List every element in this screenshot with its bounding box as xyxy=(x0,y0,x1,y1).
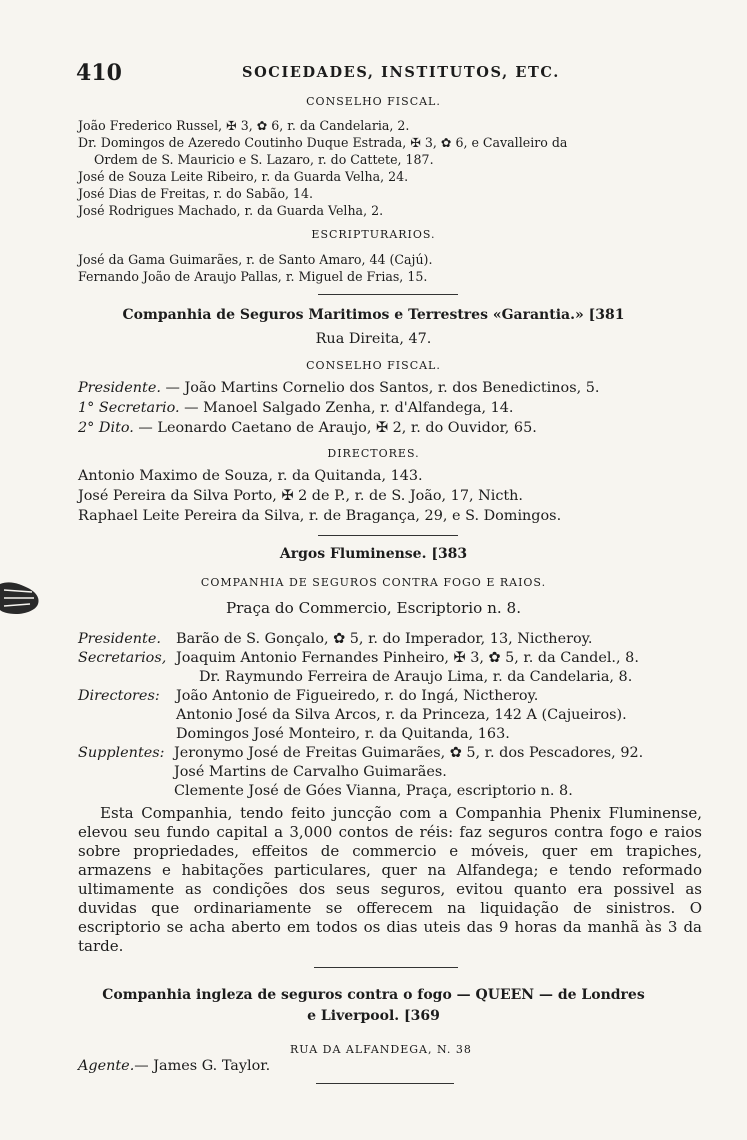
sec1-line-1: João Frederico Russel, ✠ 3, ✿ 6, r. da Candelaria, 2. xyxy=(78,118,410,133)
row-label: Supplentes: xyxy=(78,745,165,761)
sec1-line-5: José Dias de Freitas, r. do Sabão, 14. xyxy=(78,186,314,201)
officer-text: — Manoel Salgado Zenha, r. d'Alfandega, 14. xyxy=(184,400,514,416)
sec1-line-2: Dr. Domingos de Azeredo Coutinho Duque Estrada, ✠ 3, ✿ 6, e Cavalleiro da xyxy=(78,135,568,150)
row-text: Dr. Raymundo Ferreira de Araujo Lima, r. da Candelaria, 8. xyxy=(199,669,633,685)
argos-subtitle: COMPANHIA DE SEGUROS CONTRA FOGO E RAIOS. xyxy=(200,576,547,589)
queen-title-line-2: e Liverpool. [369 xyxy=(307,1008,440,1024)
conselho-fiscal-heading: CONSELHO FISCAL. xyxy=(306,95,441,108)
garantia-director-1: Antonio Maximo de Souza, r. da Quitanda, 143. xyxy=(78,468,423,484)
agent-text: — James G. Taylor. xyxy=(134,1058,271,1074)
divider xyxy=(314,967,458,968)
row-label: Secretarios, xyxy=(78,650,167,666)
garantia-officer-3 xyxy=(78,420,537,436)
queen-agent xyxy=(78,1058,270,1074)
garantia-address: Rua Direita, 47. xyxy=(315,331,432,347)
garantia-conselho-heading: CONSELHO FISCAL. xyxy=(306,359,441,372)
row-text: Antonio José da Silva Arcos, r. da Princeza, 142 A (Cajueiros). xyxy=(176,707,627,723)
garantia-officer-2 xyxy=(78,400,513,416)
argos-row-1 xyxy=(78,631,592,647)
argos-row-3 xyxy=(78,669,632,685)
escrip-line-2: Fernando João de Araujo Pallas, r. Miguel de Frias, 15. xyxy=(78,269,428,284)
argos-title: Argos Fluminense. [383 xyxy=(279,546,468,562)
row-text: Jeronymo José de Freitas Guimarães, ✿ 5, r. dos Pescadores, 92. xyxy=(174,745,644,761)
garantia-director-2: José Pereira da Silva Porto, ✠ 2 de P., r. de S. João, 17, Nicth. xyxy=(78,488,524,504)
divider xyxy=(316,1083,454,1084)
argos-row-9 xyxy=(78,783,573,799)
divider xyxy=(318,294,458,295)
argos-row-2 xyxy=(78,650,639,666)
argos-paragraph xyxy=(78,804,702,956)
row-text: Barão de S. Gonçalo, ✿ 5, r. do Imperador, 13, Nictheroy. xyxy=(176,631,593,647)
officer-label: 2° Dito. xyxy=(78,420,134,436)
escripturarios-heading: ESCRIPTURARIOS. xyxy=(311,228,436,241)
margin-blot-icon xyxy=(0,578,42,618)
queen-title-line-1: Companhia ingleza de seguros contra o fogo — QUEEN — de Londres xyxy=(102,987,645,1003)
argos-row-5 xyxy=(78,707,627,723)
row-text: Domingos José Monteiro, r. da Quitanda, 163. xyxy=(176,726,510,742)
officer-text: — Leonardo Caetano de Araujo, ✠ 2, r. do Ouvidor, 65. xyxy=(138,420,537,436)
running-title: SOCIEDADES, INSTITUTOS, ETC. xyxy=(242,64,560,81)
row-text: José Martins de Carvalho Guimarães. xyxy=(174,764,447,780)
argos-row-7 xyxy=(78,745,643,761)
divider xyxy=(318,535,458,536)
row-label: Presidente. xyxy=(78,631,161,647)
row-text: Joaquim Antonio Fernandes Pinheiro, ✠ 3, ✿ 5, r. da Candel., 8. xyxy=(176,650,639,666)
officer-label: Presidente. xyxy=(78,380,161,396)
queen-address: RUA DA ALFANDEGA, N. 38 xyxy=(290,1043,472,1056)
sec1-line-4: José de Souza Leite Ribeiro, r. da Guarda Velha, 24. xyxy=(78,169,409,184)
garantia-officer-1 xyxy=(78,380,599,396)
sec1-line-3: Ordem de S. Mauricio e S. Lazaro, r. do Cattete, 187. xyxy=(94,152,434,167)
argos-row-8 xyxy=(78,764,447,780)
agent-label: Agente. xyxy=(78,1058,135,1074)
officer-text: — João Martins Cornelio dos Santos, r. dos Benedictinos, 5. xyxy=(165,380,600,396)
argos-row-6 xyxy=(78,726,510,742)
paragraph-text: Esta Companhia, tendo feito juncção com a Companhia Phenix Fluminense, elevou seu fundo capital a 3,000 contos de réis: faz seguros contra fogo e raios sobre propriedades, effeitos de commercio e móveis, quer em trapiches, armazens e habitações particulares, quer na Alfandega; e tendo reformado ultimamente as condições dos seus seguros, evitou quanto era possivel as duvidas que ordinariamente se offerecem na liquidação de sinistros. O escriptorio se acha aberto em todos os dias uteis das 9 horas da manhã às 3 da tarde. xyxy=(78,804,702,955)
row-text: João Antonio de Figueiredo, r. do Ingá, Nictheroy. xyxy=(176,688,539,704)
row-label: Directores: xyxy=(78,688,160,704)
escrip-line-1: José da Gama Guimarães, r. de Santo Amaro, 44 (Cajú). xyxy=(78,252,433,267)
garantia-title: Companhia de Seguros Maritimos e Terrestres «Garantia.» [381 xyxy=(122,307,625,323)
officer-label: 1° Secretario. xyxy=(78,400,180,416)
garantia-directores-heading: DIRECTORES. xyxy=(327,447,420,460)
page-number: 410 xyxy=(76,60,122,86)
argos-address: Praça do Commercio, Escriptorio n. 8. xyxy=(225,599,522,617)
garantia-director-3: Raphael Leite Pereira da Silva, r. de Bragança, 29, e S. Domingos. xyxy=(78,508,562,524)
sec1-line-6: José Rodrigues Machado, r. da Guarda Velha, 2. xyxy=(78,203,384,218)
argos-row-4 xyxy=(78,688,538,704)
row-text: Clemente José de Góes Vianna, Praça, escriptorio n. 8. xyxy=(174,783,573,799)
